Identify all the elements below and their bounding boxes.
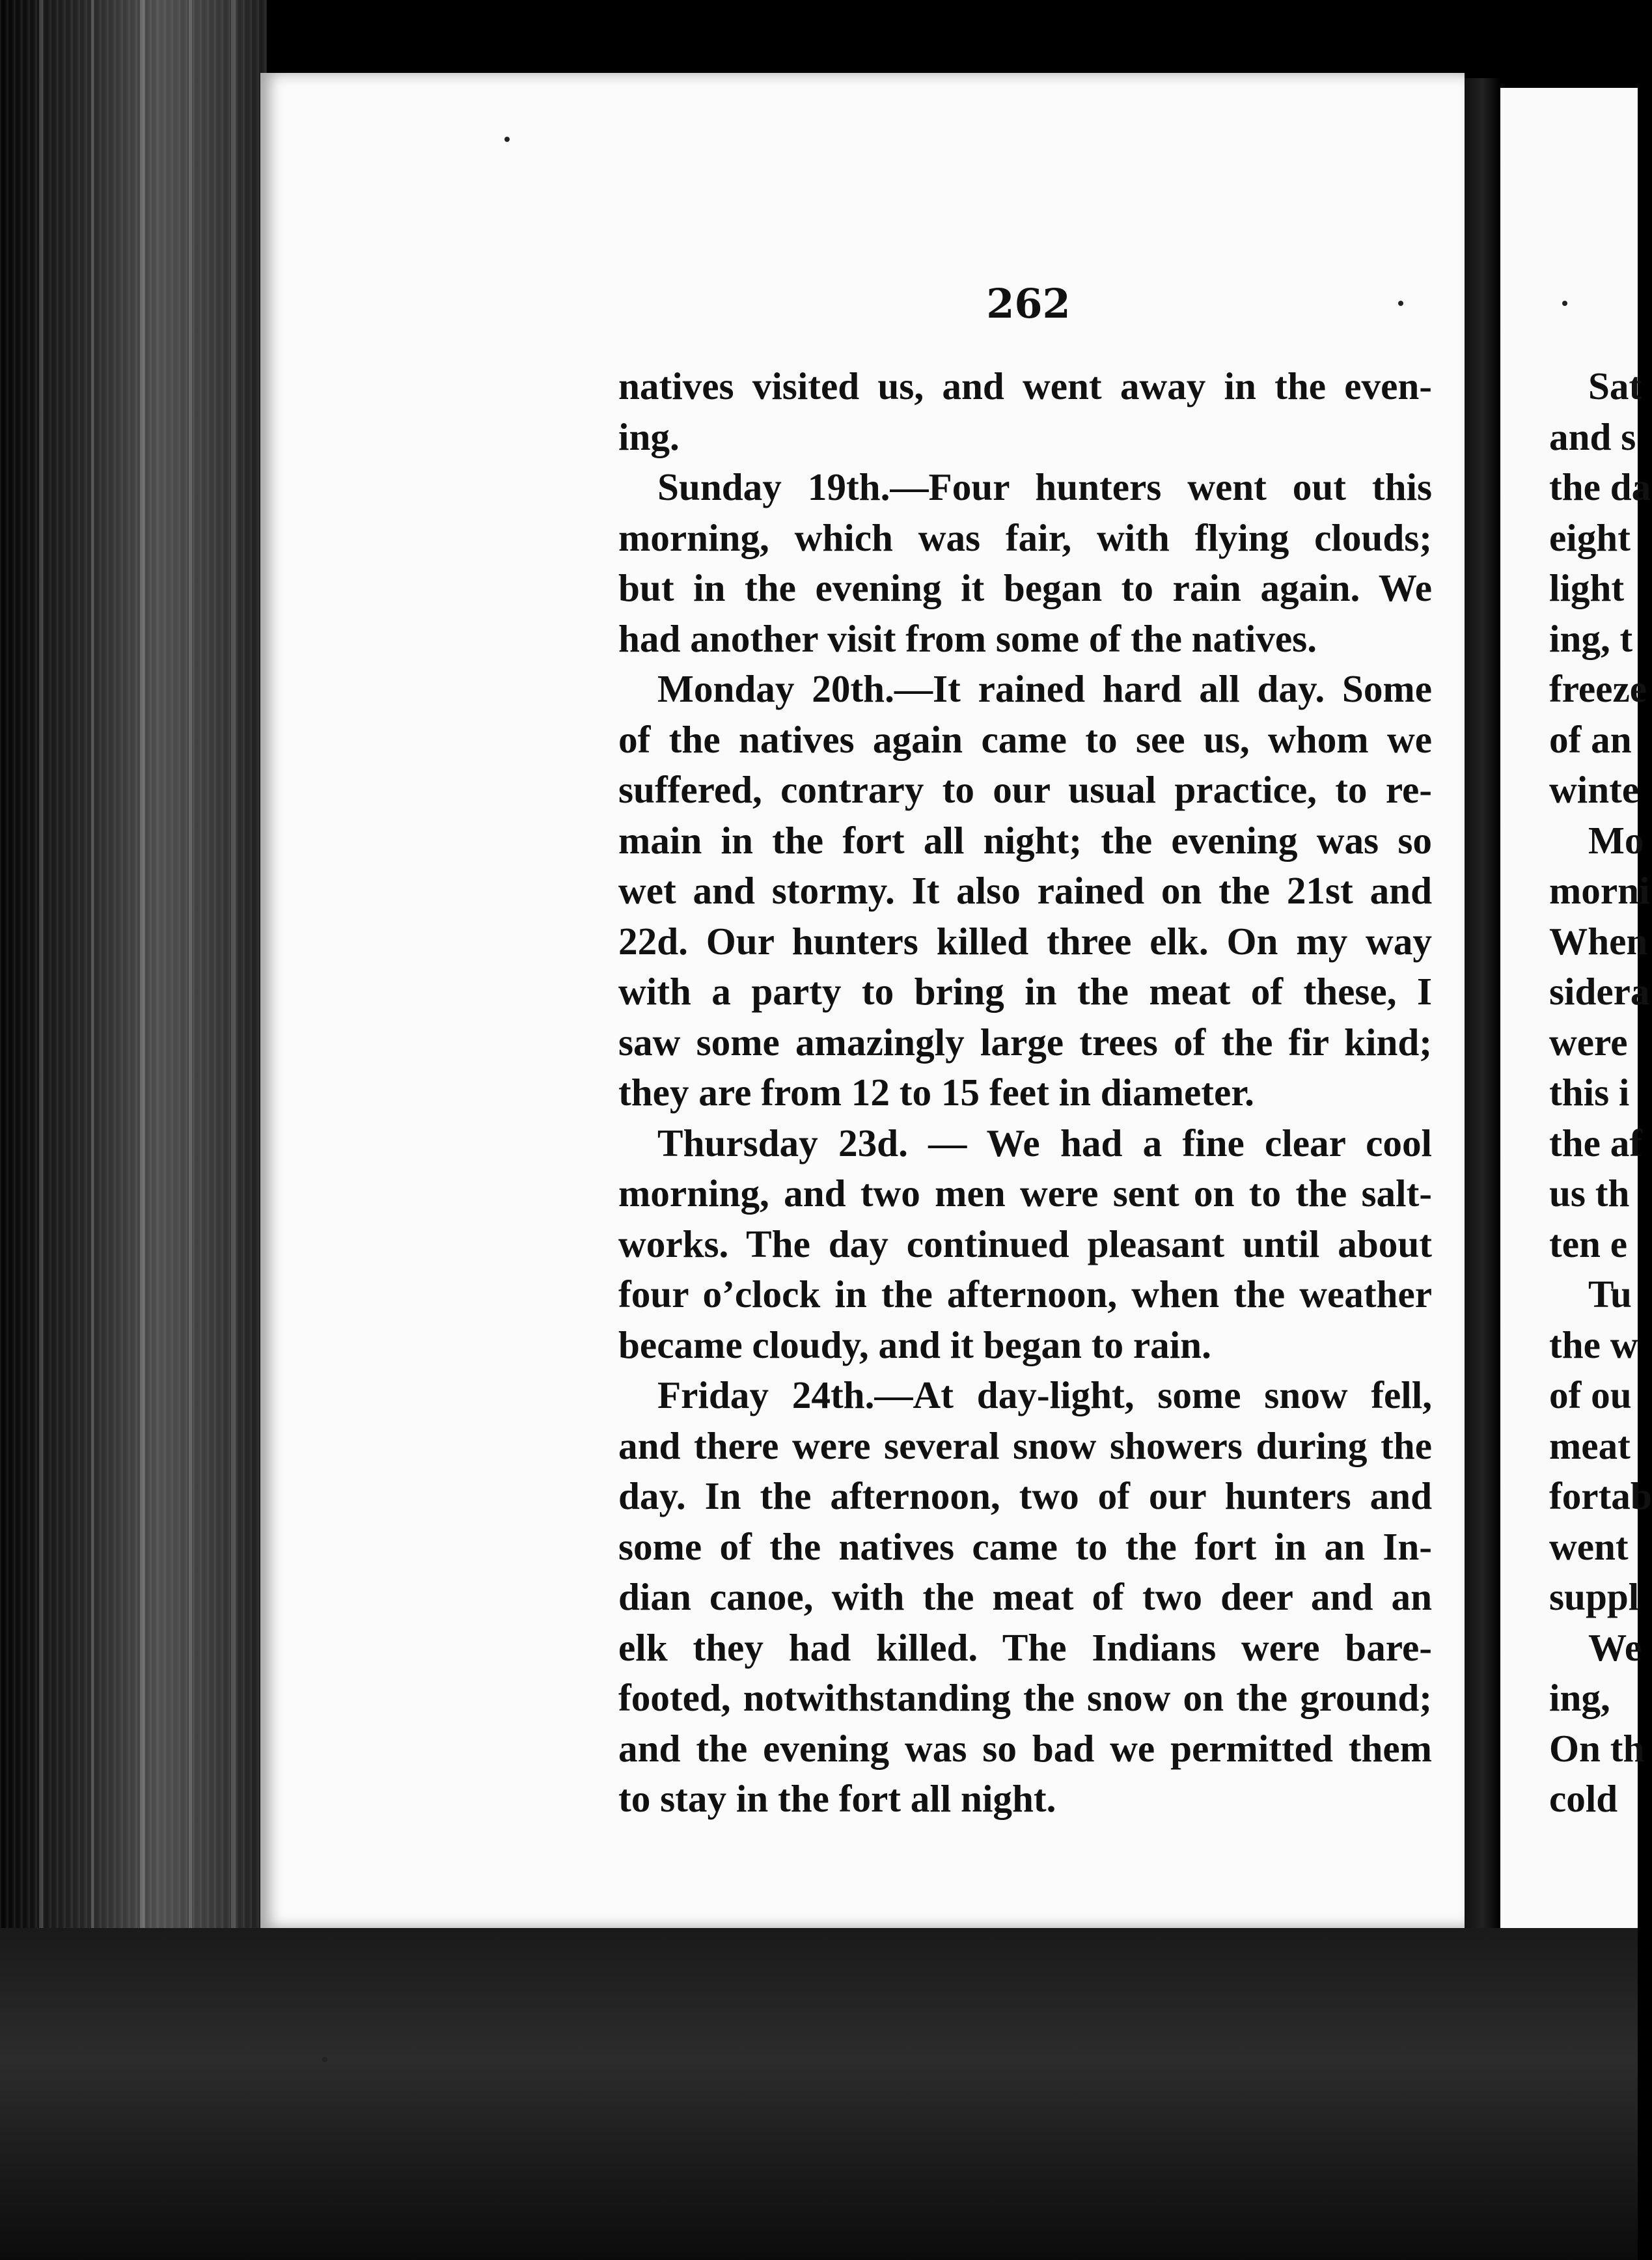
scan-speck	[322, 2057, 327, 2062]
adjacent-text-fragment: this i	[1549, 1071, 1630, 1114]
text-line: elk they had killed. The Indians were bare-	[618, 1625, 1432, 1669]
adjacent-text-fragment: us th	[1549, 1172, 1630, 1215]
adjacent-text-fragment: freeze	[1549, 667, 1647, 710]
adjacent-text-fragment: of ou	[1549, 1373, 1632, 1416]
adjacent-text-fragment: winte	[1549, 768, 1640, 811]
text-line: and there were several snow showers during the	[618, 1424, 1432, 1467]
adjacent-text-fragment: ing, t	[1549, 616, 1633, 660]
adjacent-text-fragment: We	[1588, 1625, 1642, 1669]
adjacent-text-fragment: were	[1549, 1020, 1628, 1064]
text-line: had another visit from some of the natives.	[618, 616, 1317, 660]
adjacent-text-fragment: ing,	[1549, 1676, 1610, 1719]
text-line: four o’clock in the afternoon, when the weather	[618, 1273, 1432, 1316]
adjacent-text-fragment: Tu	[1588, 1273, 1632, 1316]
text-line: became cloudy, and it began to rain.	[618, 1323, 1211, 1366]
text-line: with a party to bring in the meat of these, I	[618, 970, 1432, 1013]
adjacent-text-fragment: went	[1549, 1524, 1629, 1568]
adjacent-text-fragment: morni	[1549, 869, 1650, 912]
scan-speck	[1398, 301, 1403, 306]
adjacent-text-fragment: the w	[1549, 1323, 1638, 1366]
adjacent-text-fragment: the da	[1549, 465, 1651, 508]
text-line: some of the natives came to the fort in an In-	[618, 1524, 1432, 1568]
adjacent-text-fragment: and s	[1549, 415, 1636, 458]
scan-speck	[1562, 301, 1567, 306]
text-line: natives visited us, and went away in the even-	[618, 365, 1432, 407]
adjacent-text-fragment: the af	[1549, 1121, 1642, 1164]
text-line: 22d. Our hunters killed three elk. On my way	[618, 919, 1432, 963]
text-line: Monday 20th.—It rained hard all day. Some	[657, 667, 1432, 710]
scan-bottom-border	[0, 1928, 1638, 2260]
adjacent-text-fragment: of an	[1549, 717, 1632, 761]
text-line: of the natives again came to see us, whom we	[618, 717, 1432, 761]
text-line: morning, and two men were sent on to the salt-	[618, 1172, 1432, 1215]
page-number: 262	[986, 280, 1071, 327]
text-line: morning, which was fair, with flying clouds;	[618, 516, 1432, 559]
text-line: ing.	[618, 415, 680, 458]
text-line: footed, notwithstanding the snow on the ground;	[618, 1676, 1432, 1719]
text-line: but in the evening it began to rain again. We	[618, 566, 1432, 609]
adjacent-text-fragment: sidera	[1549, 970, 1650, 1013]
text-line: main in the fort all night; the evening was so	[618, 818, 1432, 862]
adjacent-text-fragment: suppl	[1549, 1575, 1640, 1618]
adjacent-text-fragment: ten e	[1549, 1222, 1627, 1265]
text-line: Thursday 23d. — We had a fine clear cool	[657, 1121, 1432, 1164]
adjacent-page-text	[1549, 361, 1652, 1825]
adjacent-text-fragment: When	[1549, 919, 1648, 963]
text-line: they are from 12 to 15 feet in diameter.	[618, 1071, 1254, 1114]
text-line: Friday 24th.—At day-light, some snow fell,	[657, 1373, 1432, 1416]
text-line: wet and stormy. It also rained on the 21st and	[618, 869, 1432, 912]
text-line: suffered, contrary to our usual practice, to re-	[618, 768, 1432, 811]
text-line: Sunday 19th.—Four hunters went out this	[657, 465, 1432, 508]
adjacent-text-fragment: eight	[1549, 516, 1631, 559]
text-line: works. The day continued pleasant until about	[618, 1222, 1432, 1265]
book-binding-edge	[0, 0, 267, 2260]
adjacent-text-fragment: cold	[1549, 1777, 1618, 1820]
text-line: dian canoe, with the meat of two deer and an	[618, 1575, 1432, 1618]
adjacent-text-fragment: light	[1549, 566, 1625, 609]
page-body-text	[618, 361, 1432, 1825]
adjacent-text-fragment: meat	[1549, 1424, 1631, 1467]
scan-speck	[504, 137, 510, 142]
adjacent-text-fragment: Sat	[1588, 365, 1642, 407]
adjacent-text-fragment: Mo	[1588, 818, 1644, 862]
text-line: saw some amazingly large trees of the fir kind;	[618, 1020, 1432, 1064]
text-line: day. In the afternoon, two of our hunters and	[618, 1474, 1432, 1517]
adjacent-text-fragment: On th	[1549, 1726, 1645, 1770]
page-gutter	[1465, 78, 1500, 1940]
text-line: to stay in the fort all night.	[618, 1777, 1056, 1820]
text-line: and the evening was so bad we permitted them	[618, 1726, 1432, 1770]
adjacent-text-fragment: fortab	[1549, 1474, 1652, 1517]
